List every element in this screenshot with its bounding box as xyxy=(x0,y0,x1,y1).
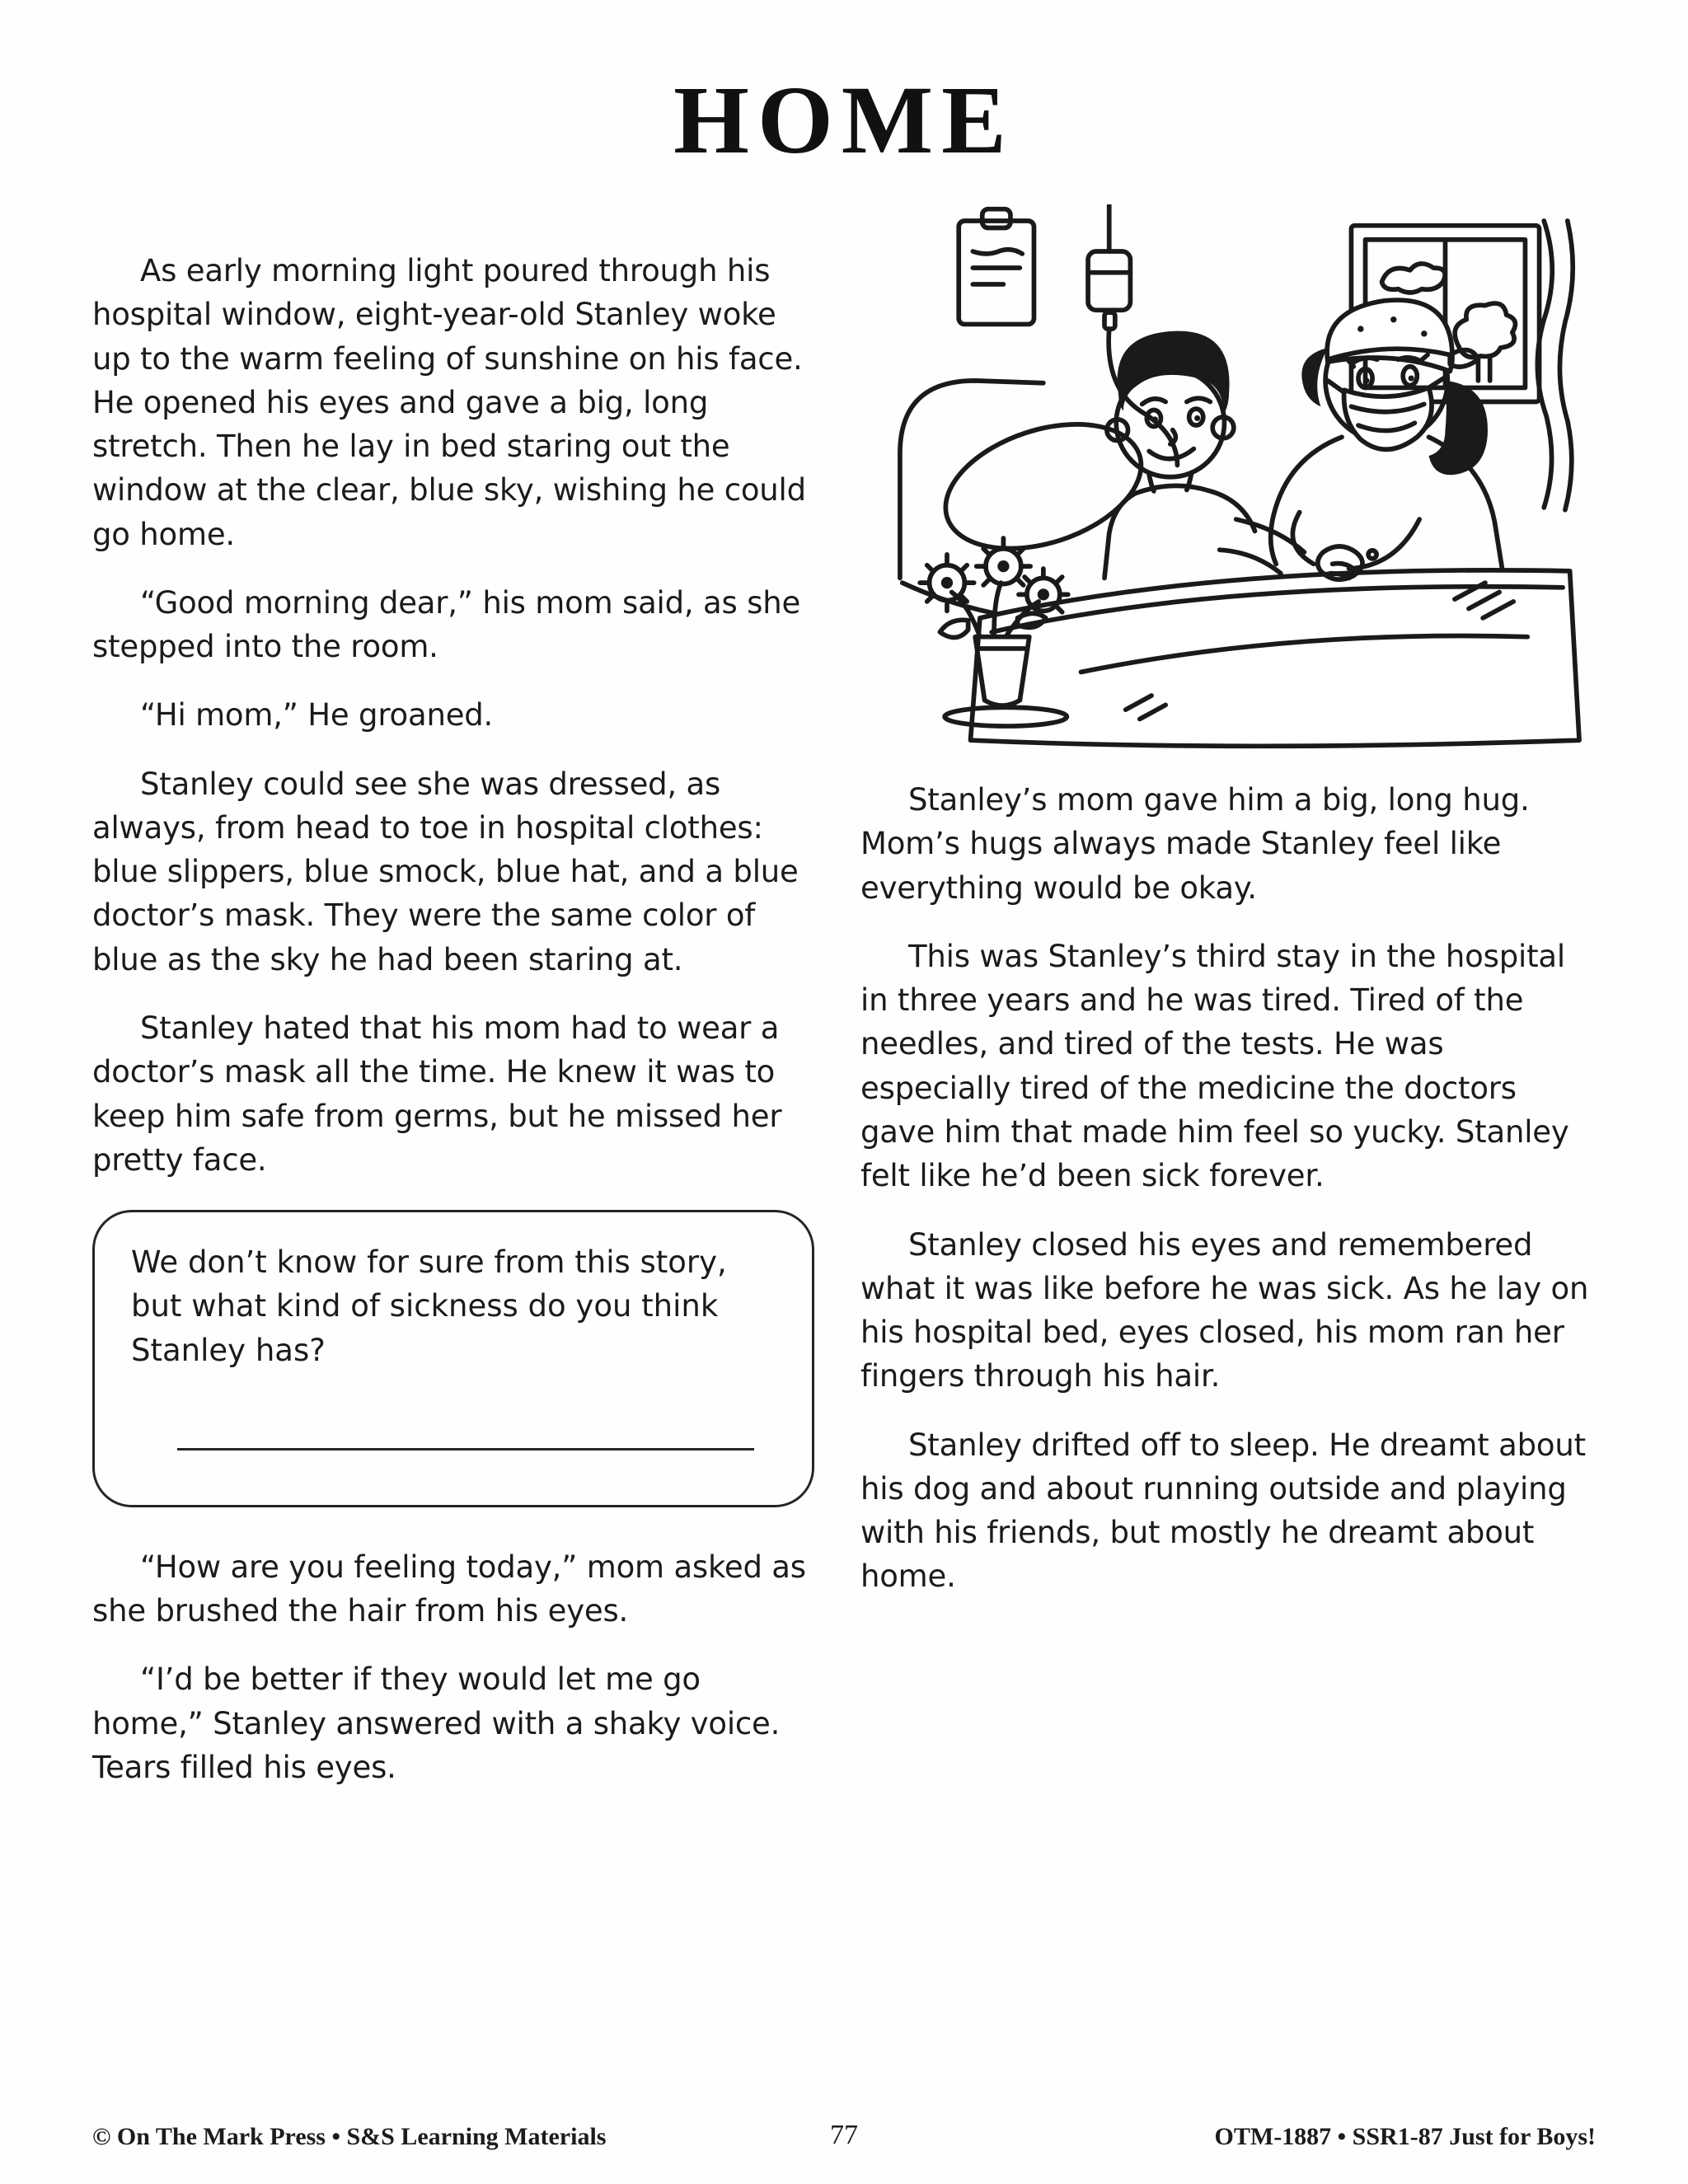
mom-figure xyxy=(1271,437,1342,564)
story-paragraph: Stanley hated that his mom had to wear a doctor’s mask all the time. He knew it was to keep him safe from germs, but he missed her pretty face. xyxy=(92,1010,782,1178)
story-paragraph: “Hi mom,” He groaned. xyxy=(140,697,494,733)
story-paragraph: “How are you feeling today,” mom asked as she brushed the hair from his eyes. xyxy=(92,1549,806,1629)
story-paragraph: “I’d be better if they would let me go home,” Stanley answered with a shaky voice. Tears filled his eyes. xyxy=(92,1661,781,1785)
story-paragraph: Stanley drifted off to sleep. He dreamt about his dog and about running outside and playing with his friends, but mostly he dreamt about home. xyxy=(860,1427,1586,1595)
story-paragraph: As early morning light poured through his hospital window, eight-year-old Stanley woke up to the warm feeling of sunshine on his face. He opened his eyes and gave a big, long stretch. Then he lay in bed staring out the window at the clear, blue sky, wishing he could go home. xyxy=(92,253,806,552)
footer-page-number: 77 xyxy=(830,2120,858,2150)
clipboard-icon xyxy=(959,221,1034,324)
hospital-scene-drawing xyxy=(867,204,1596,757)
pillow-icon xyxy=(930,401,1157,571)
story-paragraph: Stanley closed his eyes and remembered what it was like before he was sick. As he lay on his hospital bed, eyes closed, his mom ran her fingers through his hair. xyxy=(860,1226,1589,1394)
hospital-illustration xyxy=(860,201,1596,778)
story-paragraph: “Good morning dear,” his mom said, as she stepped into the room. xyxy=(92,584,801,665)
left-column xyxy=(92,201,818,1814)
footer-publisher: © On The Mark Press • S&S Learning Materials xyxy=(92,2123,607,2150)
question-prompt: We don’t know for sure from this story, but what kind of sickness do you think Stanley has? xyxy=(131,1244,727,1368)
footer-product-code: OTM-1887 • SSR1-87 Just for Boys! xyxy=(1214,2123,1596,2150)
story-paragraph: This was Stanley’s third stay in the hospital in three years and he was tired. Tired of the needles, and tired of the tests. He was especially tired of the medicine the doctors gave him that made him feel so yucky. Stanley felt like he’d been sick forever. xyxy=(860,938,1569,1194)
answer-write-line xyxy=(177,1448,754,1451)
two-column-content xyxy=(0,201,1688,1814)
page-title: HOME xyxy=(673,66,1015,174)
story-paragraph: Stanley’s mom gave him a big, long hug. Mom’s hugs always made Stanley feel like everything would be okay. xyxy=(860,782,1530,906)
story-paragraph: Stanley could see she was dressed, as always, from head to toe in hospital clothes: blue slippers, blue smock, blue hat, and a blue doctor’s mask. They were the same color of blue as the sky he had been staring at. xyxy=(92,766,799,977)
question-box xyxy=(92,1210,814,1507)
right-column xyxy=(818,201,1596,1814)
doctor-mask-icon xyxy=(1344,387,1432,449)
